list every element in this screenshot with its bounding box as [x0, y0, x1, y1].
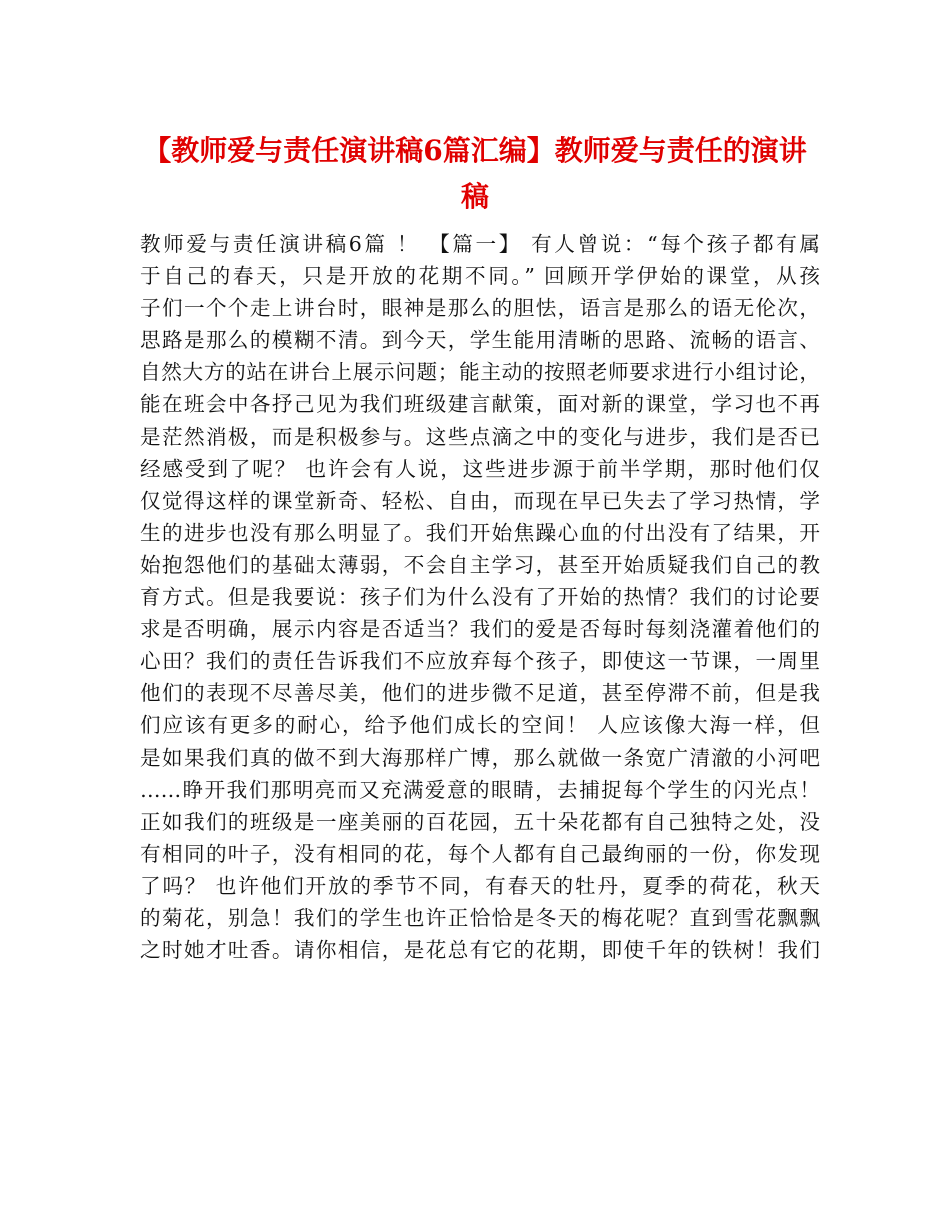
body-line: 生的进步也没有那么明显了。我们开始焦躁心血的付出没有了结果，开	[140, 520, 820, 545]
body-line: 了吗？ 也许他们开放的季节不同，有春天的牡丹，夏季的荷花，秋天	[140, 873, 820, 898]
body-line: 于自己的春天，只是开放的花期不同。” 回顾开学伊始的课堂，从孩	[140, 264, 820, 289]
body-line: 教师爱与责任演讲稿6篇 ！ 【篇一】 有人曾说：“每个孩子都有属	[140, 232, 820, 256]
body-line: 心田？我们的责任告诉我们不应放弃每个孩子，即使这一节课，一周里	[140, 649, 820, 674]
page-title	[120, 128, 830, 220]
body-line: ……睁开我们那明亮而又充满爱意的眼睛，去捕捉每个学生的闪光点！	[140, 777, 820, 802]
page-title-line-2: 稿	[460, 180, 489, 213]
body-line: 求是否明确，展示内容是否适当？我们的爱是否每时每刻浇灌着他们的	[140, 617, 820, 642]
body-line: 有相同的叶子，没有相同的花，每个人都有自己最绚丽的一份，你发现	[140, 841, 820, 866]
body-line: 他们的表现不尽善尽美，他们的进步微不足道，甚至停滞不前，但是我	[140, 681, 820, 706]
body-text	[140, 228, 820, 966]
body-line: 始抱怨他们的基础太薄弱，不会自主学习，甚至开始质疑我们自己的教	[140, 552, 820, 577]
body-line: 是如果我们真的做不到大海那样广博，那么就做一条宽广清澈的小河吧	[140, 745, 820, 770]
body-line: 思路是那么的模糊不清。到今天，学生能用清晰的思路、流畅的语言、	[140, 328, 820, 353]
body-line: 是茫然消极，而是积极参与。这些点滴之中的变化与进步，我们是否已	[140, 424, 820, 449]
body-line: 之时她才吐香。请你相信，是花总有它的花期，即使千年的铁树！我们	[140, 938, 820, 963]
body-line: 的菊花，别急！我们的学生也许正恰恰是冬天的梅花呢？直到雪花飘飘	[140, 905, 820, 930]
body-line: 能在班会中各抒己见为我们班级建言献策，面对新的课堂，学习也不再	[140, 392, 820, 417]
body-line: 们应该有更多的耐心，给予他们成长的空间！ 人应该像大海一样，但	[140, 713, 820, 738]
body-line: 子们一个个走上讲台时，眼神是那么的胆怯，语言是那么的语无伦次，	[140, 296, 820, 321]
body-line: 仅觉得这样的课堂新奇、轻松、自由，而现在早已失去了学习热情，学	[140, 488, 820, 513]
body-line: 自然大方的站在讲台上展示问题；能主动的按照老师要求进行小组讨论，	[140, 360, 820, 385]
body-line: 经感受到了呢？ 也许会有人说，这些进步源于前半学期，那时他们仅	[140, 456, 820, 481]
body-line: 正如我们的班级是一座美丽的百花园，五十朵花都有自己独特之处，没	[140, 809, 820, 834]
page-title-line-1: 【教师爱与责任演讲稿6篇汇编】教师爱与责任的演讲	[143, 134, 807, 167]
body-line: 育方式。但是我要说：孩子们为什么没有了开始的热情？我们的讨论要	[140, 585, 820, 610]
